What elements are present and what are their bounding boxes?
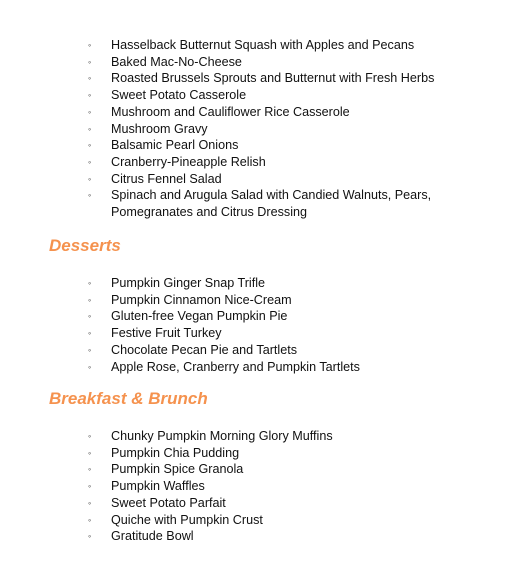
- bullet-icon: ◦: [88, 531, 92, 542]
- list-item: [0, 428, 510, 445]
- bullet-icon: ◦: [88, 431, 92, 441]
- list-item-text: Sweet Potato Casserole: [111, 88, 247, 103]
- list-item: [0, 292, 510, 309]
- list-item-text: Pumpkin Chia Pudding: [111, 445, 240, 460]
- list-item: [0, 461, 510, 478]
- section-heading-desserts: Desserts: [49, 236, 121, 255]
- list-item: [0, 308, 510, 325]
- list-item-text: Roasted Brussels Sprouts and Butternut with Fresh Herbs: [111, 71, 435, 86]
- bullet-icon: ◦: [88, 311, 92, 322]
- bullet-icon: ◦: [88, 190, 92, 201]
- list-item: [0, 121, 510, 138]
- list-item-text: Pumpkin Spice Granola: [111, 462, 244, 477]
- list-item-text: Pumpkin Ginger Snap Trifle: [111, 276, 265, 290]
- bullet-icon: ◦: [88, 514, 92, 525]
- bullet-icon: ◦: [88, 90, 92, 101]
- bullet-icon: ◦: [88, 106, 92, 117]
- list-item-text: Chocolate Pecan Pie and Tartlets: [111, 342, 297, 357]
- breakfast-list: [0, 428, 510, 545]
- list-item-text: Gratitude Bowl: [111, 529, 194, 544]
- list-item-text: Pumpkin Waffles: [111, 479, 205, 494]
- list-item: [0, 478, 510, 495]
- bullet-icon: ◦: [88, 497, 92, 508]
- bullet-icon: ◦: [88, 73, 92, 84]
- bullet-icon: ◦: [88, 464, 92, 475]
- bullet-icon: ◦: [88, 344, 92, 355]
- bullet-icon: ◦: [88, 156, 92, 167]
- list-item: [0, 37, 510, 54]
- list-item-text: Citrus Fennel Salad: [111, 171, 222, 186]
- list-item: [0, 512, 510, 529]
- list-item-text: Festive Fruit Turkey: [111, 326, 222, 341]
- list-item-text: Hasselback Butternut Squash with Apples and Pecans: [111, 38, 415, 52]
- list-item-text: Mushroom Gravy: [111, 121, 208, 136]
- list-item-text: Pumpkin Cinnamon Nice-Cream: [111, 292, 292, 307]
- list-item: [0, 171, 510, 188]
- list-item-text: Spinach and Arugula Salad with Candied Walnuts, Pears, Pomegranates and Citrus Dressing: [111, 188, 432, 220]
- list-item: [0, 104, 510, 121]
- section-heading-breakfast: Breakfast & Brunch: [49, 389, 208, 408]
- list-item: [0, 87, 510, 104]
- list-item: [0, 359, 510, 376]
- list-item-text: Mushroom and Cauliflower Rice Casserole: [111, 104, 350, 119]
- list-item-text: Apple Rose, Cranberry and Pumpkin Tartlets: [111, 359, 360, 374]
- bullet-icon: ◦: [88, 361, 92, 372]
- bullet-icon: ◦: [88, 278, 92, 288]
- list-item: [0, 137, 510, 154]
- list-item-text: Baked Mac-No-Cheese: [111, 54, 242, 69]
- list-item-text: Cranberry-Pineapple Relish: [111, 154, 266, 169]
- list-item: [0, 154, 510, 171]
- list-item: [0, 70, 510, 87]
- list-item: [0, 528, 510, 545]
- desserts-list: [0, 275, 510, 375]
- bullet-icon: ◦: [88, 447, 92, 458]
- list-item: [0, 275, 510, 292]
- list-item: [0, 495, 510, 512]
- list-item: [0, 187, 510, 220]
- list-item-text: Balsamic Pearl Onions: [111, 138, 239, 153]
- bullet-icon: ◦: [88, 173, 92, 184]
- list-item: [0, 54, 510, 71]
- bullet-icon: ◦: [88, 328, 92, 339]
- list-item: [0, 342, 510, 359]
- list-item: [0, 325, 510, 342]
- bullet-icon: ◦: [88, 40, 92, 50]
- list-item: [0, 445, 510, 462]
- bullet-icon: ◦: [88, 481, 92, 492]
- bullet-icon: ◦: [88, 56, 92, 67]
- list-item-text: Chunky Pumpkin Morning Glory Muffins: [111, 429, 333, 443]
- bullet-icon: ◦: [88, 294, 92, 305]
- bullet-icon: ◦: [88, 123, 92, 134]
- bullet-icon: ◦: [88, 140, 92, 151]
- list-item-text: Gluten-free Vegan Pumpkin Pie: [111, 309, 288, 324]
- side-dishes-list: [0, 37, 510, 221]
- list-item-text: Quiche with Pumpkin Crust: [111, 512, 263, 527]
- list-item-text: Sweet Potato Parfait: [111, 495, 226, 510]
